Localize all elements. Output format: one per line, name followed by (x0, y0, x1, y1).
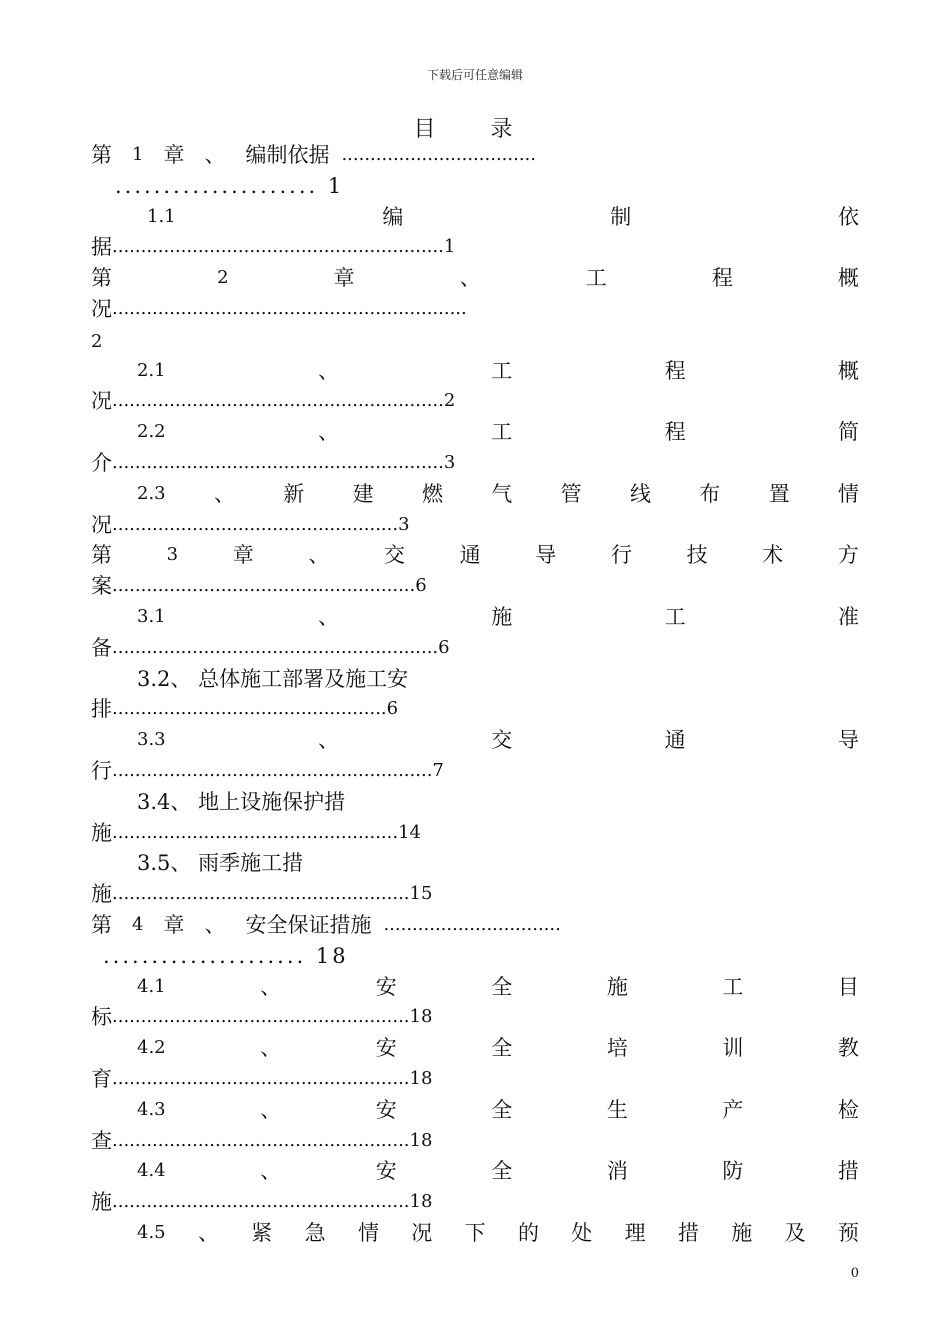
toc-line (91, 1187, 859, 1217)
toc-segment: 3.3 (137, 729, 166, 751)
toc-segment: 编 (382, 204, 404, 229)
toc-segment: 措 (677, 1221, 699, 1245)
toc-segment: 情 (357, 1221, 379, 1245)
toc-line (91, 1033, 859, 1063)
toc-segment: 训 (722, 1036, 744, 1061)
toc-segment: 建 (352, 481, 374, 506)
toc-segment: 章 (333, 266, 355, 291)
toc-segment: 及 (784, 1221, 806, 1245)
toc-line (91, 386, 859, 416)
toc-line (91, 725, 859, 755)
toc-segment: 工 (491, 420, 513, 445)
toc-leader-dots: ................................................ (112, 698, 387, 720)
toc-segment: 、 (260, 1097, 282, 1122)
toc-segment: 工 (491, 358, 513, 383)
toc-continuation: ..................... 1 (115, 173, 345, 198)
toc-leader-dots: ........................................................ (112, 760, 433, 781)
toc-segment: 置 (768, 481, 790, 506)
toc-line (91, 1064, 859, 1094)
toc-page-number: 15 (409, 883, 433, 905)
toc-line (91, 1126, 859, 1156)
toc-lead-char: 备 (91, 635, 112, 660)
toc-segment: 2.2 (137, 421, 166, 443)
toc-segment: 准 (837, 605, 859, 629)
toc-segment: 概 (837, 358, 859, 383)
toc-lead-char: 施 (91, 882, 112, 907)
toc-segment: 况 (411, 1221, 433, 1245)
toc-page-number: 6 (438, 636, 450, 658)
toc-entry-text: 3.4、 地上设施保护措 (137, 789, 346, 814)
toc-segment: 紧 (251, 1221, 273, 1245)
toc-segment: 3.1 (137, 606, 166, 627)
toc-segment: 章 (163, 913, 185, 937)
toc-entry-text: 3.2、 总体施工部署及施工安 (137, 666, 409, 691)
toc-lead-char: 施 (91, 1190, 112, 1215)
toc-leader-dots: .................................................... (112, 1191, 410, 1213)
toc-leader-dots: .......................................................... (112, 236, 444, 258)
toc-segment: 、 (317, 358, 339, 383)
toc-segment: 3 (166, 544, 179, 566)
toc-segment: 通 (459, 543, 481, 568)
toc-lead-char: 据 (91, 235, 112, 260)
toc-segment: 安 (375, 974, 397, 999)
toc-segment: 全 (491, 1159, 513, 1184)
toc-line (91, 633, 859, 663)
toc-segment: 施 (606, 974, 628, 999)
toc-leader-dots: ......................................................... (112, 636, 439, 658)
toc-segment: 技 (686, 543, 708, 568)
toc-segment: 交 (384, 543, 406, 568)
toc-segment: 预 (837, 1221, 859, 1245)
toc-segment: 4 (132, 914, 144, 935)
toc-segment: 的 (517, 1221, 539, 1245)
toc-line (91, 664, 859, 694)
toc-page-number: 18 (409, 1191, 433, 1213)
toc-line (91, 356, 859, 386)
toc-lead-char: 查 (91, 1128, 112, 1153)
toc-line (91, 171, 859, 201)
toc-segment: 检 (837, 1097, 859, 1122)
toc-segment: 情 (837, 481, 859, 506)
toc-page-number: 2 (443, 390, 456, 412)
toc-segment: 新 (283, 481, 305, 506)
toc-segment: 1.1 (147, 205, 176, 227)
toc-segment: 培 (606, 1036, 628, 1061)
toc-line (91, 1095, 859, 1125)
toc-line (91, 756, 859, 786)
toc-leader-dots: .......................................................... (112, 390, 444, 412)
toc-line (91, 510, 859, 540)
toc-lead-char: 介 (91, 451, 112, 475)
toc-segment: 、 (204, 913, 226, 937)
toc-line (91, 694, 859, 724)
toc-segment: 理 (624, 1221, 646, 1245)
toc-lead-char: 案 (91, 574, 112, 599)
toc-segment: 概 (837, 266, 859, 291)
toc-segment: 导 (535, 543, 557, 568)
toc-line (91, 787, 859, 817)
toc-continuation: ..................... 18 (103, 943, 349, 968)
toc-segment: 教 (837, 1036, 859, 1061)
toc-leader-dots: .................................................... (112, 1129, 410, 1151)
toc-line (91, 1218, 859, 1248)
toc-segment: 燃 (421, 481, 443, 506)
toc-segment: 生 (606, 1097, 628, 1122)
toc-segment: 气 (491, 481, 513, 506)
toc-segment: 2.3 (137, 482, 166, 504)
toc-line (91, 325, 859, 355)
toc-segment: 4.5 (137, 1222, 166, 1243)
toc-segment: 、 (260, 1036, 282, 1061)
toc-page-number: 14 (398, 821, 421, 843)
toc-lead-char: 标 (91, 1005, 112, 1030)
toc-line (91, 571, 859, 601)
toc-segment: 、 (308, 543, 330, 568)
toc-segment: 术 (762, 543, 784, 568)
toc-segment: 程 (664, 358, 686, 383)
toc-segment: 处 (571, 1221, 593, 1245)
toc-segment: 简 (837, 420, 859, 445)
toc-segment: 方 (837, 543, 859, 568)
toc-segment: 目 (837, 974, 859, 999)
toc-segment: 、 (213, 481, 235, 506)
toc-segment: 、 (459, 266, 481, 291)
toc-line (91, 1156, 859, 1186)
toc-line (91, 263, 859, 293)
toc-page-number: 1 (443, 236, 456, 258)
toc-page-number: 7 (432, 760, 444, 781)
toc-segment: 4.4 (137, 1160, 166, 1182)
toc-segment: 管 (560, 481, 582, 506)
toc-segment: 消 (606, 1159, 628, 1184)
toc-line (91, 540, 859, 570)
toc-segment: 行 (610, 543, 632, 568)
toc-leader-dots: .................................................. (112, 821, 399, 843)
toc-segment: 施 (491, 605, 513, 629)
toc-page-number: 18 (409, 1129, 433, 1151)
toc-line (91, 1002, 859, 1032)
toc-segment: 导 (837, 728, 859, 753)
toc-segment: 、 (204, 143, 226, 167)
toc-line (91, 479, 859, 509)
toc-segment: 全 (491, 974, 513, 999)
toc-segment: 工 (722, 974, 744, 999)
toc-continuation: 2 (91, 330, 106, 352)
toc-segment: 1 (132, 144, 144, 165)
toc-segment: 4.3 (137, 1098, 166, 1120)
toc-segment: 2 (217, 267, 229, 289)
toc-segment: 工 (585, 266, 607, 291)
toc-segment: 全 (491, 1036, 513, 1061)
toc-segment: 程 (711, 266, 733, 291)
toc-segment: 安 (375, 1159, 397, 1184)
toc-line (91, 140, 859, 170)
toc-segment: 工 (664, 605, 686, 629)
toc-page-number: 18 (409, 1068, 433, 1089)
toc-leader-dots: .......................................................... (112, 452, 444, 473)
toc-leader-dots: .............................................................. (112, 298, 467, 319)
toc-segment: 通 (664, 728, 686, 753)
toc-lead-char: 排 (91, 697, 112, 722)
toc-line (91, 879, 859, 909)
toc-segment: 急 (304, 1221, 326, 1245)
toc-line (91, 202, 859, 232)
toc-segment: 第 (91, 913, 112, 937)
toc-segment: 程 (664, 420, 686, 445)
toc-lead-char: 况 (91, 297, 112, 321)
toc-lead-char: 况 (91, 512, 112, 537)
toc-page-number: 18 (409, 1006, 433, 1028)
toc-segment: 施 (731, 1221, 753, 1245)
toc-page-number: 3 (443, 452, 456, 473)
toc-page-number: 3 (398, 513, 410, 535)
toc-segment: 制 (610, 204, 632, 229)
toc-lead-char: 育 (91, 1067, 112, 1091)
toc-segment: 第 (91, 266, 112, 291)
toc-segment: 、 (317, 420, 339, 445)
toc-segment: 安 (375, 1097, 397, 1122)
toc-segment: 第 (91, 143, 112, 167)
toc-title: 目 录 (413, 117, 537, 142)
toc-line (91, 818, 859, 848)
toc-segment: 线 (629, 481, 651, 506)
toc-line (91, 448, 859, 478)
toc-lead-char: 行 (91, 759, 112, 783)
toc-segment: 依 (837, 204, 859, 229)
toc-page-number: 6 (415, 575, 427, 597)
toc-leader-dots: .................................................... (112, 1068, 410, 1089)
toc-segment: 编制依据 (245, 143, 330, 167)
toc-line (91, 941, 859, 971)
toc-segment: 产 (722, 1097, 744, 1122)
toc-line (91, 910, 859, 940)
toc-leader-dots: ............................... (383, 914, 561, 935)
toc-segment: 交 (491, 728, 513, 753)
toc-segment: 安全保证措施 (245, 913, 372, 937)
toc-leader-dots: .................................................. (112, 513, 399, 535)
toc-lead-char: 况 (91, 389, 112, 414)
toc-segment: 第 (91, 543, 112, 568)
toc-segment: 章 (232, 543, 254, 568)
toc-line (91, 294, 859, 324)
toc-segment: 防 (722, 1159, 744, 1184)
toc-line (91, 232, 859, 262)
toc-segment: 、 (317, 728, 339, 753)
toc-entry-text: 3.5、 雨季施工措 (137, 851, 304, 876)
toc-line (91, 417, 859, 447)
toc-segment: 下 (464, 1221, 486, 1245)
toc-segment: 全 (491, 1097, 513, 1122)
toc-segment: 2.1 (137, 359, 166, 381)
page-number: 0 (850, 1266, 859, 1281)
toc-lead-char: 施 (91, 820, 112, 845)
toc-segment: 安 (375, 1036, 397, 1061)
page-header-note: 下载后可任意编辑 (426, 68, 523, 82)
toc-segment: 、 (260, 974, 282, 999)
toc-leader-dots: .................................................... (112, 1006, 410, 1028)
toc-segment: 章 (163, 143, 185, 167)
toc-line (91, 602, 859, 632)
toc-leader-dots: .................................................... (112, 883, 410, 905)
toc-segment: 4.2 (137, 1037, 166, 1059)
toc-line (91, 848, 859, 878)
toc-segment: 布 (699, 481, 721, 506)
toc-segment: 、 (260, 1159, 282, 1184)
toc-segment: 、 (197, 1221, 219, 1245)
toc-segment: 、 (317, 605, 339, 629)
toc-segment: 措 (837, 1159, 859, 1184)
toc-leader-dots: .................................. (341, 144, 536, 165)
toc-line (91, 972, 859, 1002)
toc-segment: 4.1 (137, 975, 166, 997)
toc-page-number: 6 (386, 698, 399, 720)
toc-leader-dots: ..................................................... (112, 575, 416, 597)
